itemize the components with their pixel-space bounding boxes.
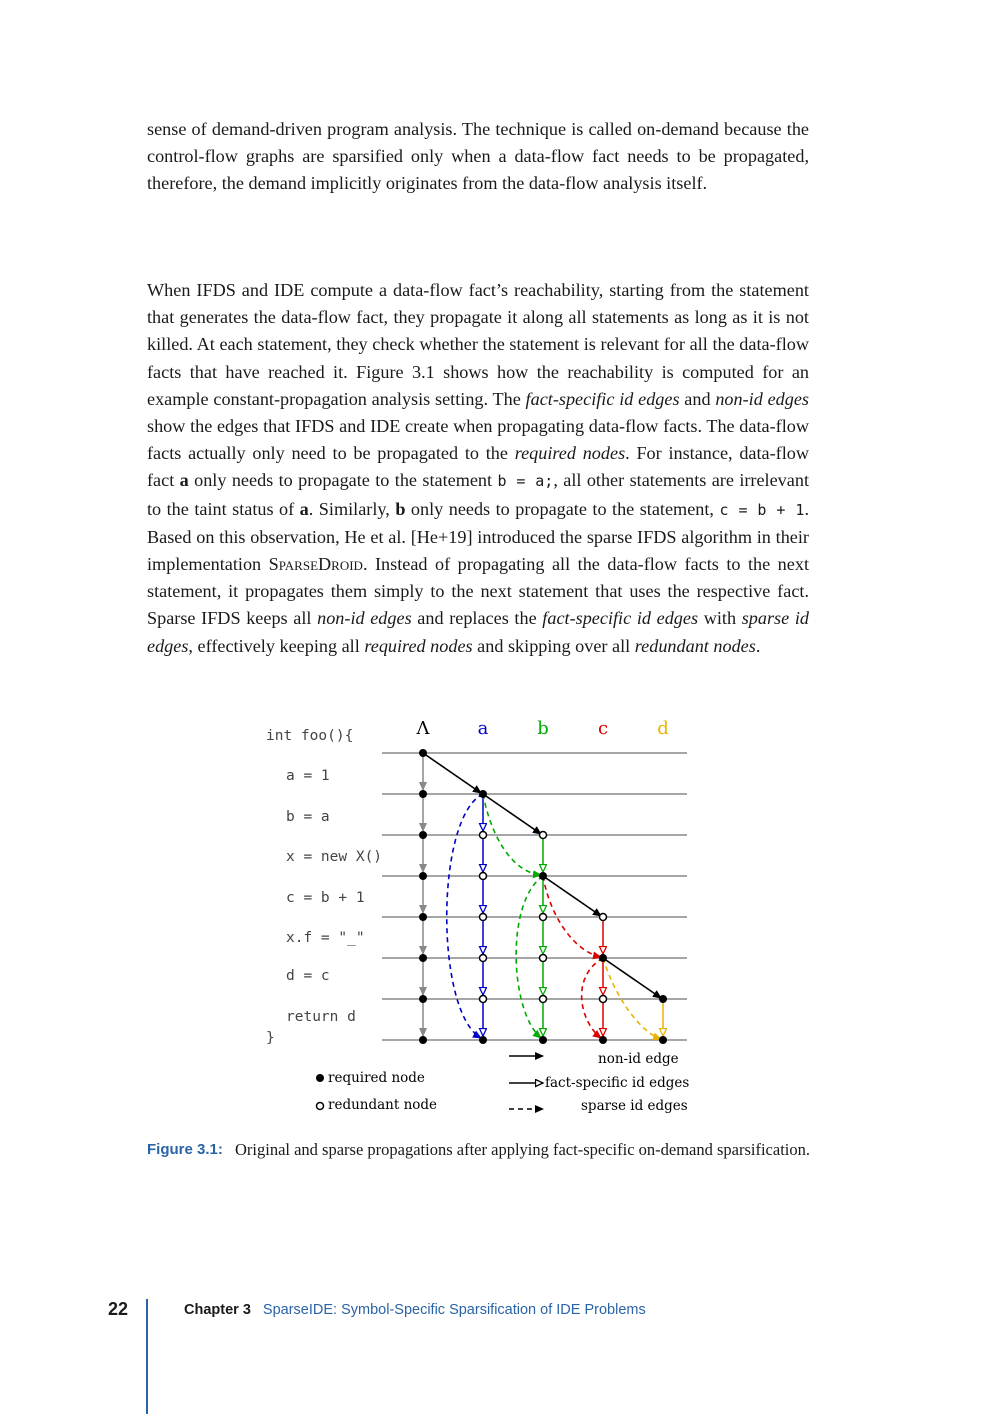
fact-header-d: d: [657, 718, 669, 739]
legend-redundant-node: redundant node: [328, 1097, 438, 1113]
chapter-label: Chapter 3: [184, 1302, 251, 1318]
fact-header-a: a: [477, 718, 489, 739]
fact-header-c: c: [597, 718, 609, 739]
code-line: x.f = "_": [286, 930, 365, 946]
chapter-title: SparseIDE: Symbol-Specific Sparsification of IDE Problems: [262, 1302, 646, 1318]
code-line: a = 1: [286, 768, 330, 784]
legend-non-id-edge: non-id edge: [598, 1051, 679, 1067]
caption-text: Original and sparse propagations after applying fact-specific on-demand sparsification.: [235, 1140, 811, 1159]
inline-code-b-eq-a: b = a;: [497, 472, 554, 491]
legend-fact-specific-edges: fact-specific id edges: [545, 1075, 690, 1091]
code-line: b = a: [286, 809, 330, 825]
running-footer: [184, 1302, 646, 1318]
code-line: return d: [286, 1009, 356, 1025]
legend-sparse-id-edges: sparse id edges: [581, 1098, 688, 1114]
caption-label: Figure 3.1:: [147, 1141, 223, 1158]
inline-code-c-eq-b-plus-1: c = b + 1: [719, 500, 805, 519]
legend-required-node: required node: [328, 1070, 425, 1086]
statement-lines: [382, 753, 687, 1040]
footer-rule: [146, 1299, 148, 1414]
paragraph-1-text: sense of demand-driven program analysis. The technique is called on-demand because the control-flow graphs are sparsified only when a data-flow fact needs to be propagated, therefore, the demand implicitly originates from the data-flow analysis itself.: [147, 119, 809, 194]
code-listing: [266, 728, 382, 1046]
paragraph-2: When IFDS and IDE compute a data-flow fact’s reachability, starting from the statement that generates the data-flow fact, they propagate it along all statements as long as it is not killed. At each statement, they check whether the statement is relevant for all the data-flow facts that have reached it. Figure 3.1 shows how the reachability is computed for an example constant-propagation analysis setting. The fact-specific id edges and non-id edges show the edges that IFDS and IDE create when propagating data-flow facts. The data-flow facts actually only need to be propagated to the required nodes. For instance, data-flow fact a only needs to propagate to the statement b = a;, all other statements are irrelevant to the taint status of a. Similarly, b only needs to propagate to the statement, c = b + 1. Based on this observation, He et al. [He+19] introduced the sparse IFDS algorithm in their implementation SparseDroid. Instead of propagating all the data-flow facts to the next statement, it propagates them simply to the next statement that uses the respective fact. Sparse IFDS keeps all non-id edges and replaces the fact-specific id edges with sparse id edges, effectively keeping all required nodes and skipping over all redundant nodes.: [147, 280, 810, 656]
paragraph-1: [147, 116, 809, 198]
code-line: d = c: [286, 968, 330, 984]
legend: [316, 1051, 689, 1114]
code-line: c = b + 1: [286, 890, 365, 906]
page-number: 22: [108, 1299, 129, 1319]
required-node-legend-icon: [316, 1074, 324, 1082]
fact-header-b: b: [537, 718, 549, 739]
sparsedroid-name: SparseDroid: [268, 554, 363, 575]
sparse-propagation-diagram: [255, 712, 705, 1122]
code-line: }: [266, 1030, 275, 1046]
code-line: x = new X(): [286, 849, 383, 865]
code-line: int foo(){: [266, 728, 354, 744]
redundant-node-legend-icon: [317, 1103, 324, 1110]
figure-caption: [147, 1140, 817, 1160]
fact-header-lambda: Λ: [416, 718, 430, 739]
p2-s1: When IFDS and IDE compute a data-flow fact’s reachability, starting from the statement that generates the data-flow fact, they propagate it along all statements as long as it is not killed. At each statement, they check whether the statement is relevant for all the data-flow facts that have reached it. Figure 3.1 shows how the reachability is computed for an example constant-propagation analysis setting. The: [147, 280, 809, 409]
fact-headers: [416, 718, 669, 739]
